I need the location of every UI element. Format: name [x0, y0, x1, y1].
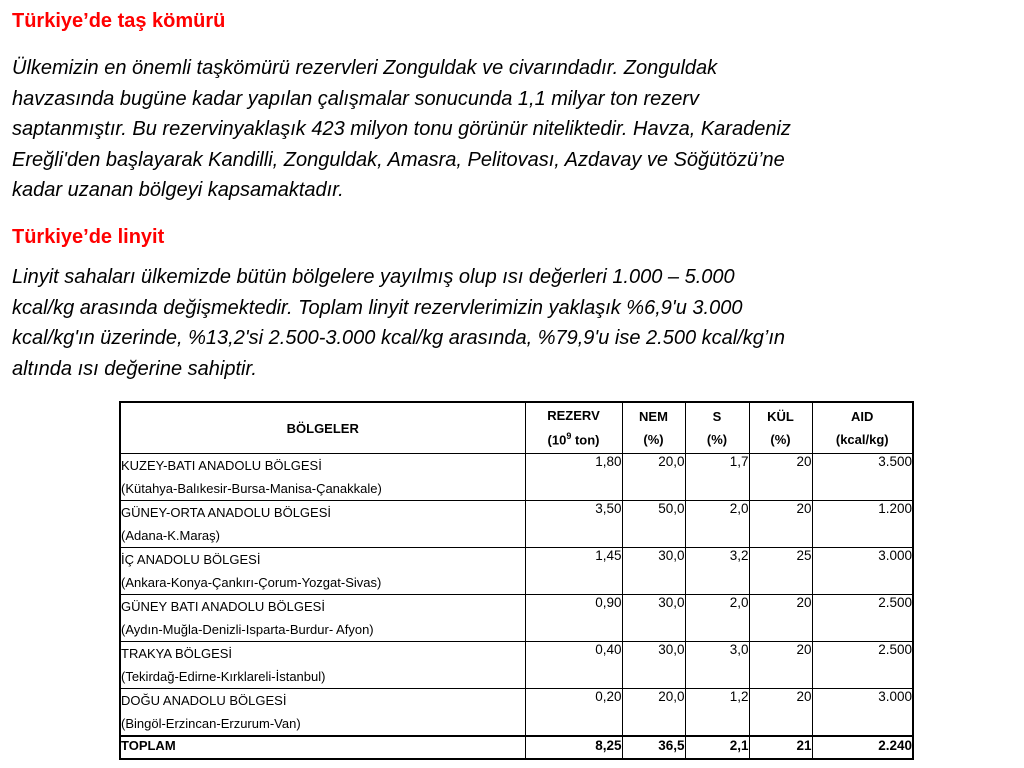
region-cell: [120, 689, 525, 737]
lignite-paragraph-line: kcal/kg arasında değişmektedir. Toplam linyit rezervlerimizin yaklaşık %6,9'u 3.000: [12, 296, 743, 319]
ash-cell: 20: [749, 689, 812, 737]
moisture-cell: 20,0: [622, 454, 685, 501]
moisture-cell: 50,0: [622, 501, 685, 548]
sulfur-cell: 3,0: [685, 642, 749, 689]
total-ash-cell: 21: [749, 736, 812, 759]
table-row: [120, 548, 913, 595]
table-row: [120, 689, 913, 737]
total-sulfur-cell: 2,1: [685, 736, 749, 759]
region-cities: (Adana-K.Maraş): [121, 528, 220, 543]
region-cell: [120, 642, 525, 689]
coal-paragraph-line: Ereğli'den başlayarak Kandilli, Zonguldak, Amasra, Pelitovası, Azdavay ve Söğütözü’ne: [12, 148, 785, 171]
table-row: [120, 595, 913, 642]
ash-cell: 25: [749, 548, 812, 595]
lignite-paragraph-line: kcal/kg'ın üzerinde, %13,2'si 2.500-3.000 kcal/kg arasında, %79,9'u ise 2.500 kcal/kg’ın: [12, 327, 786, 349]
lignite-paragraph-line: altında ısı değerine sahiptir.: [12, 357, 257, 380]
heat-cell: 2.500: [812, 595, 913, 642]
sulfur-cell: 1,7: [685, 454, 749, 501]
region-name: GÜNEY BATI ANADOLU BÖLGESİ: [121, 599, 325, 614]
header-sulfur-label: S: [712, 409, 722, 424]
table-total-row: [120, 736, 913, 759]
lignite-regions-table: [119, 401, 914, 760]
header-reserve-unit: ($10^9$ ton): [547, 431, 600, 448]
lignite-paragraph-line: Linyit sahaları ülkemizde bütün bölgelere yayılmış olup ısı değerleri 1.000 – 5.000: [12, 266, 735, 288]
coal-paragraph-line: havzasında bugüne kadar yapılan çalışmalar sonucunda 1,1 milyar ton rezerv: [12, 87, 700, 110]
reserve-cell: 0,20: [525, 689, 622, 737]
sulfur-cell: 2,0: [685, 501, 749, 548]
region-cities: (Kütahya-Balıkesir-Bursa-Manisa-Çanakkale): [121, 481, 382, 496]
sulfur-cell: 2,0: [685, 595, 749, 642]
moisture-cell: 30,0: [622, 642, 685, 689]
lignite-heading: Türkiye’de linyit: [12, 226, 165, 248]
header-ash-unit: (%): [770, 432, 791, 447]
heat-cell: 3.000: [812, 689, 913, 737]
heat-cell: 3.500: [812, 454, 913, 501]
header-reserve: [525, 402, 622, 454]
reserve-cell: 3,50: [525, 501, 622, 548]
header-heat: [812, 402, 913, 454]
ash-cell: 20: [749, 454, 812, 501]
region-name: DOĞU ANADOLU BÖLGESİ: [121, 693, 287, 708]
sulfur-cell: 3,2: [685, 548, 749, 595]
total-moisture-cell: 36,5: [622, 736, 685, 759]
coal-paragraph-line: kadar uzanan bölgeyi kapsamaktadır.: [12, 179, 344, 201]
ash-cell: 20: [749, 642, 812, 689]
region-name: TRAKYA BÖLGESİ: [121, 646, 233, 661]
lignite-paragraph: [12, 262, 1020, 384]
reserve-cell: 0,40: [525, 642, 622, 689]
ash-cell: 20: [749, 595, 812, 642]
moisture-cell: 20,0: [622, 689, 685, 737]
heat-cell: 3.000: [812, 548, 913, 595]
region-name: İÇ ANADOLU BÖLGESİ: [121, 552, 261, 567]
reserve-cell: 0,90: [525, 595, 622, 642]
ash-cell: 20: [749, 501, 812, 548]
moisture-cell: 30,0: [622, 595, 685, 642]
header-regions: BÖLGELER: [120, 402, 525, 454]
table-row: [120, 454, 913, 501]
sulfur-cell: 1,2: [685, 689, 749, 737]
total-label: TOPLAM: [120, 736, 525, 759]
table-row: [120, 501, 913, 548]
region-name: KUZEY-BATI ANADOLU BÖLGESİ: [121, 458, 322, 473]
coal-paragraph-line: Ülkemizin en önemli taşkömürü rezervleri Zonguldak ve civarındadır. Zonguldak: [12, 57, 718, 79]
region-cities: (Aydın-Muğla-Denizli-Isparta-Burdur- Afyon): [121, 622, 374, 637]
header-ash: [749, 402, 812, 454]
header-moisture: [622, 402, 685, 454]
coal-paragraph: [12, 53, 1020, 206]
reserve-cell: 1,45: [525, 548, 622, 595]
table-header-row: [120, 402, 913, 454]
heat-cell: 2.500: [812, 642, 913, 689]
header-heat-label: AID: [851, 409, 874, 424]
header-reserve-label: REZERV: [547, 408, 600, 424]
total-reserve-cell: 8,25: [525, 736, 622, 759]
reserve-cell: 1,80: [525, 454, 622, 501]
total-heat-cell: 2.240: [812, 736, 913, 759]
region-cell: [120, 548, 525, 595]
region-cities: (Tekirdağ-Edirne-Kırklareli-İstanbul): [121, 669, 326, 684]
header-moisture-unit: (%): [643, 432, 664, 447]
header-sulfur: [685, 402, 749, 454]
region-cell: [120, 595, 525, 642]
region-cities: (Ankara-Konya-Çankırı-Çorum-Yozgat-Sivas): [121, 575, 382, 590]
region-cell: [120, 501, 525, 548]
region-name: GÜNEY-ORTA ANADOLU BÖLGESİ: [121, 505, 331, 520]
header-ash-label: KÜL: [767, 409, 794, 424]
heat-cell: 1.200: [812, 501, 913, 548]
coal-paragraph-line: saptanmıştır. Bu rezervinyaklaşık 423 milyon tonu görünür niteliktedir. Havza, Karadeniz: [12, 118, 791, 140]
table-row: [120, 642, 913, 689]
region-cities: (Bingöl-Erzincan-Erzurum-Van): [121, 716, 301, 731]
region-cell: [120, 454, 525, 501]
header-sulfur-unit: (%): [706, 432, 728, 447]
coal-heading: Türkiye’de taş kömürü: [12, 10, 226, 32]
header-moisture-label: NEM: [639, 409, 668, 424]
moisture-cell: 30,0: [622, 548, 685, 595]
header-heat-unit: (kcal/kg): [835, 432, 889, 447]
